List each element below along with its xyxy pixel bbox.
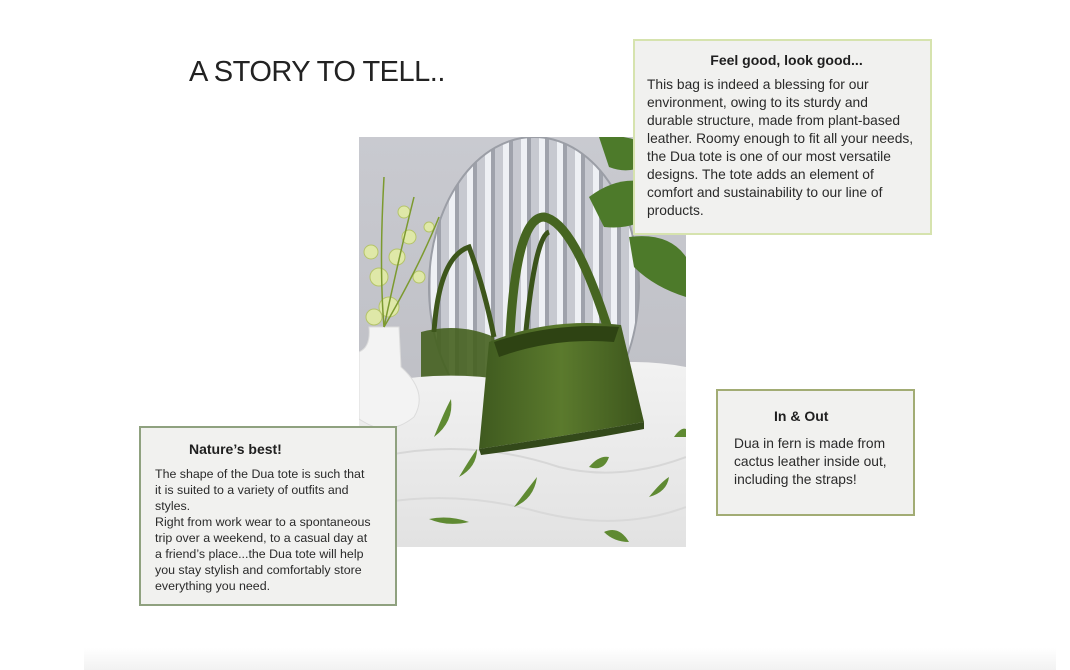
feel-good-card [633, 39, 932, 235]
natures-best-body: The shape of the Dua tote is such that it is suited to a variety of outfits and styles. Right from work wear to a spontaneous trip over a weekend, to a casual day at a friend’s place...the Dua tote will help you stay stylish and comfortably store everything you need. [155, 467, 371, 593]
in-and-out-body: Dua in fern is made from cactus leather inside out, including the straps! [734, 436, 887, 487]
natures-best-card [139, 426, 397, 606]
feel-good-body: This bag is indeed a blessing for our environment, owing to its sturdy and durable structure, made from plant-based leather. Roomy enough to fit all your needs, the Dua tote is one of our most versatile designs. The tote adds an element of comfort and sustainability to our line of products. [647, 77, 914, 218]
in-and-out-heading: In & Out [774, 408, 829, 424]
page-title: A STORY TO TELL.. [189, 56, 445, 88]
feel-good-heading: Feel good, look good... [710, 52, 863, 68]
in-and-out-card [716, 389, 915, 516]
bottom-shadow-divider [84, 648, 1056, 670]
natures-best-heading: Nature’s best! [189, 441, 282, 457]
